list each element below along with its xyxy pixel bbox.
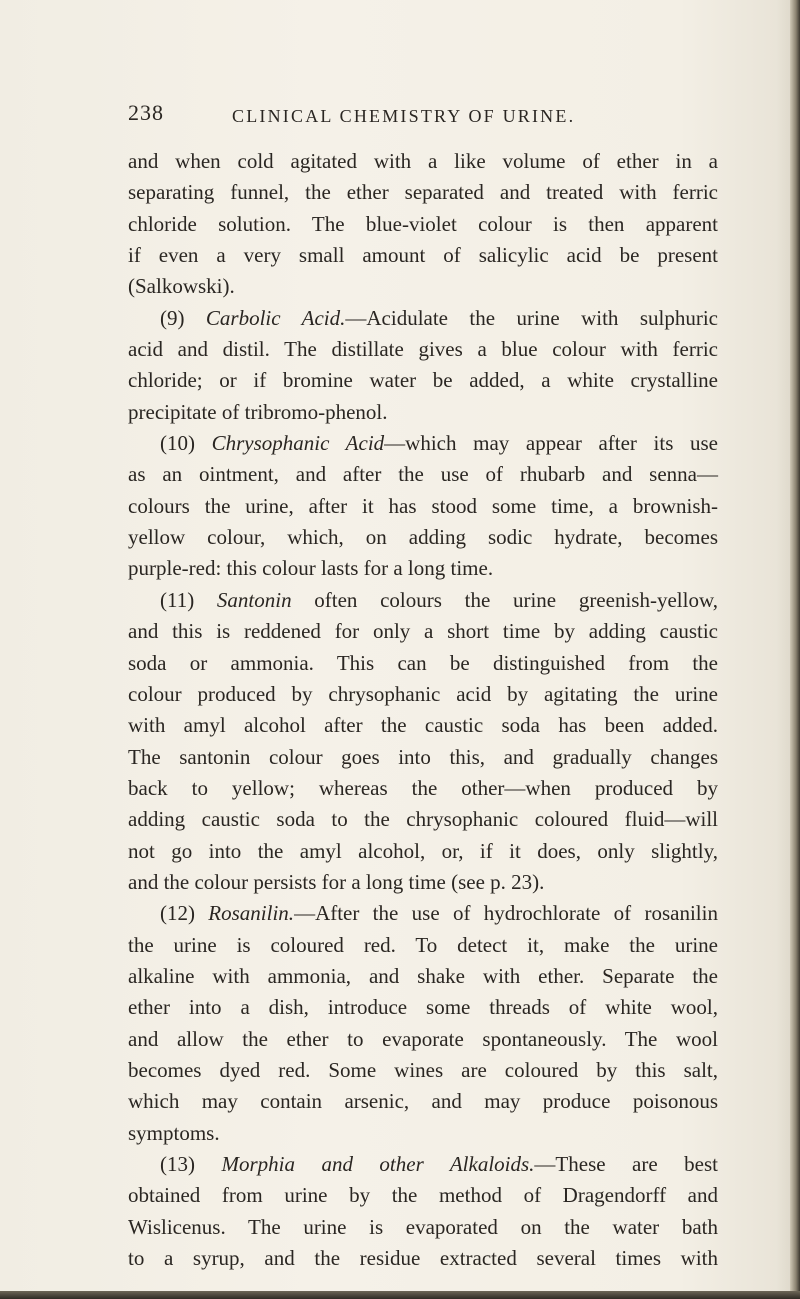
line-text: The santonin colour goes into this, and gradually changes (128, 744, 718, 769)
text-line (128, 491, 718, 522)
line-text: and when cold agitated with a like volume of ether in a (128, 149, 718, 173)
section-title: Morphia and other Alkaloids. (221, 1152, 535, 1176)
line-text: —which may appear after its use (384, 431, 718, 456)
section-title: Santonin (216, 587, 292, 612)
text-line (128, 961, 718, 992)
page-edge-shadow (790, 0, 800, 1299)
text-line (128, 616, 718, 647)
line-text: colours the urine, after it has stood some time, a brownish- (128, 493, 718, 518)
section-start-line (128, 898, 718, 929)
section-number: (12) (160, 901, 209, 926)
text-line (128, 1212, 718, 1243)
line-text: Wislicenus. The urine is evaporated on the water bath (128, 1214, 718, 1239)
text-line (128, 992, 718, 1023)
line-text: adding caustic soda to the chrysophanic coloured fluid—will (128, 807, 718, 832)
line-text: becomes dyed red. Some wines are coloured by this salt, (128, 1057, 718, 1082)
text-line (128, 836, 718, 867)
text-line (128, 742, 718, 773)
line-text: separating funnel, the ether separated and treated with ferric (128, 180, 718, 205)
line-text: back to yellow; whereas the other—when produced by (128, 775, 718, 800)
line-text: the urine is coloured red. To detect it, make the urine (128, 932, 718, 957)
line-text: if even a very small amount of salicylic acid be present (128, 243, 718, 268)
line-text: acid and distil. The distillate gives a blue colour with ferric (128, 337, 718, 362)
text-line (128, 397, 718, 428)
line-text: ether into a dish, introduce some threads of white wool, (128, 995, 718, 1020)
text-line (128, 867, 718, 898)
section-title: Carbolic Acid. (205, 305, 346, 330)
line-text: often colours the urine greenish-yellow, (291, 587, 718, 612)
line-text: soda or ammonia. This can be distinguished from the (128, 650, 718, 675)
line-text: —These are best (534, 1152, 718, 1176)
section-start-line (128, 1149, 718, 1180)
section-start-line (128, 428, 718, 459)
text-line (128, 334, 718, 365)
section-number: (13) (160, 1152, 222, 1176)
line-text: obtained from urine by the method of Dragendorff and (128, 1183, 718, 1208)
line-text: alkaline with ammonia, and shake with ether. Separate the (128, 963, 718, 988)
page-header (128, 100, 748, 134)
text-line (128, 648, 718, 679)
line-text: yellow colour, which, on adding sodic hydrate, becomes (128, 525, 718, 550)
text-line (128, 930, 718, 961)
text-line (128, 773, 718, 804)
text-line (128, 177, 718, 208)
text-line (128, 1118, 718, 1149)
line-text: and this is reddened for only a short time by adding caustic (128, 619, 718, 644)
text-line (128, 522, 718, 553)
text-line (128, 365, 718, 396)
line-text: as an ointment, and after the use of rhubarb and senna— (128, 462, 718, 487)
text-line (128, 459, 718, 490)
line-text: chloride; or if bromine water be added, a white crystalline (128, 368, 718, 393)
section-start-line (128, 585, 718, 616)
text-line (128, 240, 718, 271)
section-number: (11) (160, 587, 217, 612)
line-text: symptoms. (128, 1120, 220, 1145)
line-text: and the colour persists for a long time (see p. 23). (128, 869, 545, 894)
line-text: precipitate of tribromo-phenol. (128, 399, 388, 424)
section-title: Chrysophanic Acid (211, 431, 385, 456)
text-line (128, 271, 718, 302)
text-line (128, 679, 718, 710)
section-number: (9) (160, 305, 206, 330)
running-head: CLINICAL CHEMISTRY OF URINE. (232, 106, 576, 126)
section-number: (10) (160, 431, 212, 456)
line-text: not go into the amyl alcohol, or, if it does, only slightly, (128, 838, 718, 863)
text-line (128, 710, 718, 741)
line-text: and allow the ether to evaporate spontaneously. The wool (128, 1026, 718, 1051)
text-line (128, 1086, 718, 1117)
text-line (128, 1024, 718, 1055)
section-title: Rosanilin. (208, 901, 295, 926)
text-line (128, 1055, 718, 1086)
text-line (128, 146, 718, 177)
line-text: purple-red: this colour lasts for a long time. (128, 556, 494, 581)
section-start-line (128, 303, 718, 334)
text-line (128, 553, 718, 584)
line-text: colour produced by chrysophanic acid by agitating the urine (128, 681, 718, 706)
text-line (128, 1180, 718, 1211)
line-text: (Salkowski). (128, 274, 235, 299)
line-text: with amyl alcohol after the caustic soda has been added. (128, 713, 718, 738)
line-text: chloride solution. The blue-violet colour is then apparent (128, 211, 718, 236)
body-text (128, 146, 718, 1274)
line-text: —Acidulate the urine with sulphuric (345, 305, 718, 330)
page-bottom-border (0, 1291, 800, 1299)
text-line (128, 209, 718, 240)
line-text: —After the use of hydrochlorate of rosanilin (294, 901, 718, 926)
line-text: which may contain arsenic, and may produce poisonous (128, 1089, 718, 1114)
text-line (128, 804, 718, 835)
line-text: to a syrup, and the residue extracted several times with (128, 1246, 718, 1271)
text-line (128, 1243, 718, 1274)
page-number: 238 (128, 100, 164, 125)
